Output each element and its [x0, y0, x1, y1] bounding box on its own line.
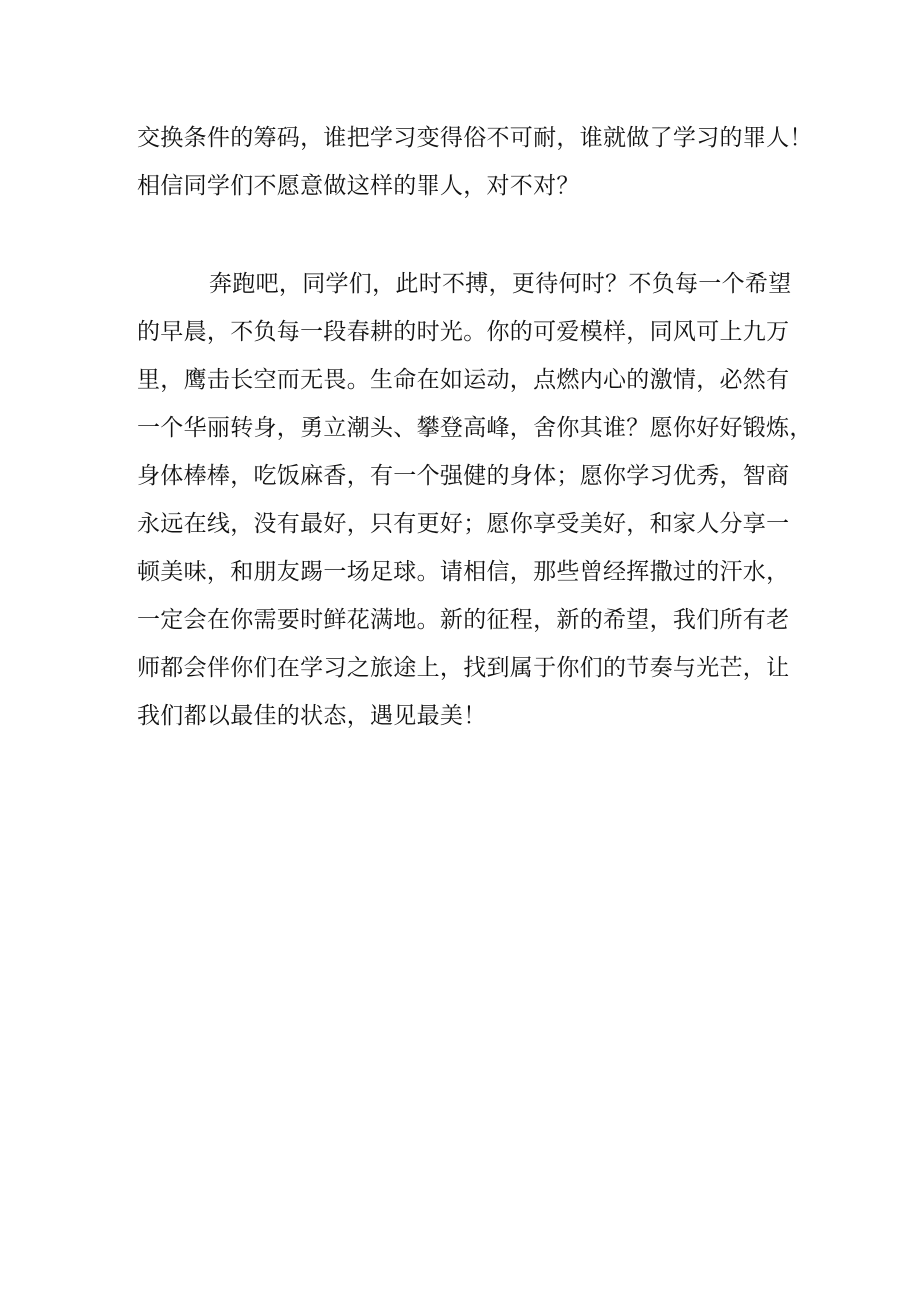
paragraph-1 — [137, 114, 817, 210]
text-line: 我们都以最佳的状态，遇见最美！ — [137, 703, 487, 729]
text-line: 一个华丽转身，勇立潮头、攀登高峰，舍你其谁？愿你好好锻炼， — [137, 415, 813, 441]
text-line: 身体棒棒，吃饭麻香，有一个强健的身体；愿你学习优秀，智商 — [137, 463, 790, 489]
text-line: 师都会伴你们在学习之旅途上，找到属于你们的节奏与光芒，让 — [137, 655, 790, 681]
text-line: 相信同学们不愿意做这样的罪人，对不对？ — [137, 173, 580, 199]
paragraph-spacer — [137, 210, 817, 260]
text-line: 里，鹰击长空而无畏。生命在如运动，点燃内心的激情，必然有 — [137, 367, 790, 393]
text-line-indented: 奔跑吧，同学们，此时不搏，更待何时？不负每一个希望 — [209, 271, 792, 297]
text-line: 的早晨，不负每一段春耕的时光。你的可爱模样，同风可上九万 — [137, 319, 790, 345]
text-line: 一定会在你需要时鲜花满地。新的征程，新的希望，我们所有老 — [137, 607, 790, 633]
text-line: 交换条件的筹码，谁把学习变得俗不可耐，谁就做了学习的罪人！ — [137, 125, 813, 151]
text-line: 永远在线，没有最好，只有更好；愿你享受美好，和家人分享一 — [137, 511, 790, 537]
document-body — [137, 114, 817, 740]
text-line: 顿美味，和朋友踢一场足球。请相信，那些曾经挥撒过的汗水， — [137, 559, 790, 585]
paragraph-2 — [137, 260, 817, 740]
